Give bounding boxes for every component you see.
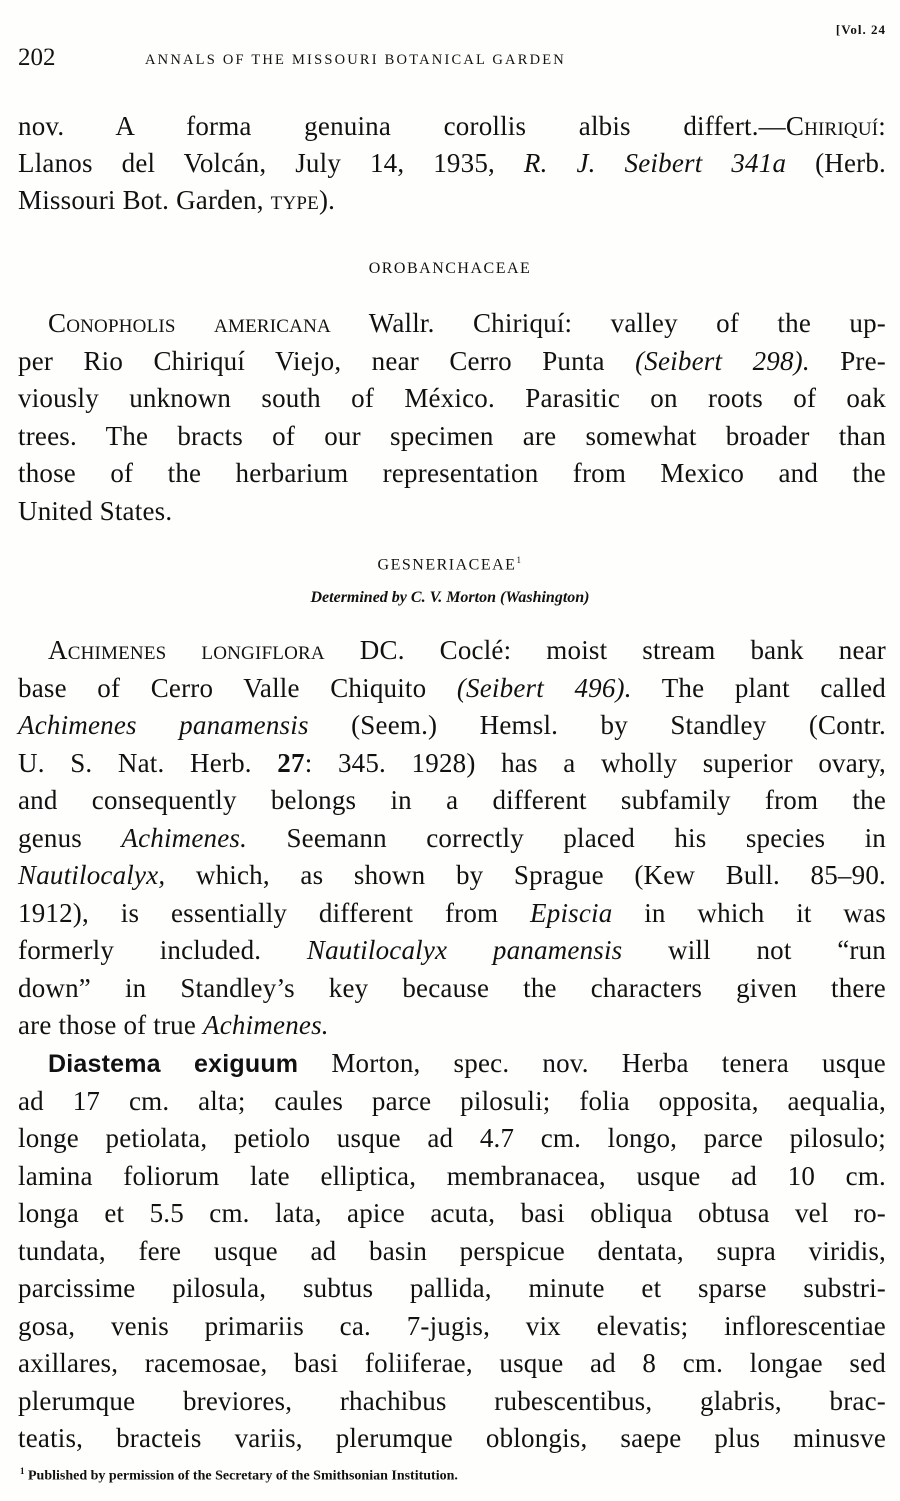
text-line: teatis, bracteis variis, plerumque oblongis, saepe plus minusve bbox=[18, 1423, 886, 1453]
text-line: per Rio Chiriquí Viejo, near Cerro Punta (Seibert 298). Pre- bbox=[18, 346, 886, 376]
footnote: $^1$ Published by permission of the Secretary of the Smithsonian Institution. bbox=[20, 1466, 458, 1484]
text-line: axillares, racemosae, basi foliiferae, usque ad 8 cm. longae sed bbox=[18, 1348, 886, 1378]
text-line: base of Cerro Valle Chiquito (Seibert 496). The plant called bbox=[18, 673, 886, 703]
text-line: Diastema exiguum Morton, spec. nov. Herba tenera usque bbox=[48, 1048, 886, 1078]
text-line: longe petiolata, petiolo usque ad 4.7 cm. longo, parce pilosulo; bbox=[18, 1123, 886, 1153]
species-name: Achimenes longiflora bbox=[48, 635, 325, 665]
text-line: viously unknown south of México. Parasitic on roots of oak bbox=[18, 383, 886, 413]
footnote-mark: 1 bbox=[20, 1466, 25, 1476]
text-line: 1912), is essentially different from Episcia in which it was bbox=[18, 898, 886, 928]
text-line: Achimenes longiflora DC. Coclé: moist stream bank near bbox=[48, 635, 886, 665]
text-line: trees. The bracts of our specimen are somewhat broader than bbox=[18, 421, 886, 451]
text-line: tundata, fere usque ad basin perspicue dentata, supra viridis, bbox=[18, 1236, 886, 1266]
volume-label: [Vol. 24 bbox=[835, 22, 886, 37]
text-line: Achimenes panamensis (Seem.) Hemsl. by Standley (Contr. bbox=[18, 710, 887, 740]
text-line: Nautilocalyx, which, as shown by Sprague (Kew Bull. 85–90. bbox=[18, 860, 886, 890]
family-heading-orobanchaceae: OROBANCHACEAE bbox=[368, 260, 532, 277]
text-line: and consequently belongs in a different subfamily from the bbox=[18, 785, 886, 815]
text-line: longa et 5.5 cm. lata, apice acuta, basi obliqua obtusa vel ro- bbox=[18, 1198, 886, 1228]
text-line: ad 17 cm. alta; caules parce pilosuli; folia opposita, aequalia, bbox=[18, 1086, 886, 1116]
text-line: are those of true Achimenes. bbox=[18, 1010, 329, 1040]
text-line: U. S. Nat. Herb. 27: 345. 1928) has a wholly superior ovary, bbox=[18, 748, 886, 778]
footnote-mark: 1 bbox=[516, 555, 523, 565]
species-name: Diastema exiguum bbox=[48, 1050, 299, 1078]
text-line: Llanos del Volcán, July 14, 1935, R. J. Seibert 341a (Herb. bbox=[18, 148, 886, 178]
running-header-title: ANNALS OF THE MISSOURI BOTANICAL GARDEN bbox=[145, 52, 566, 68]
species-name: Conopholis americana bbox=[48, 308, 331, 338]
text-line: lamina foliorum late elliptica, membranacea, usque ad 10 cm. bbox=[18, 1161, 886, 1191]
text-line: formerly included. Nautilocalyx panamensis will not “run bbox=[18, 935, 886, 965]
text-line: gosa, venis primariis ca. 7-jugis, vix elevatis; inflorescentiae bbox=[18, 1311, 886, 1341]
family-heading-gesneriaceae: GESNERIACEAE$^1$ bbox=[377, 555, 523, 574]
text-line: Conopholis americana Wallr. Chiriquí: valley of the up- bbox=[48, 308, 886, 338]
text-line: down” in Standley’s key because the characters given there bbox=[18, 973, 886, 1003]
text-line: Missouri Bot. Garden, type). bbox=[18, 185, 336, 215]
text-line: genus Achimenes. Seemann correctly placed his species in bbox=[18, 823, 886, 853]
text-line: United States. bbox=[18, 496, 173, 526]
text-line: parcissime pilosula, subtus pallida, minute et sparse substri- bbox=[18, 1273, 886, 1303]
text-line: plerumque breviores, rhachibus rubescentibus, glabris, brac- bbox=[18, 1386, 886, 1416]
text-line: nov. A forma genuina corollis albis differt.—Chiriquí: bbox=[18, 111, 886, 141]
page-number: 202 bbox=[18, 44, 56, 71]
determined-by-note: Determined by C. V. Morton (Washington) bbox=[310, 589, 590, 606]
text-line: those of the herbarium representation from Mexico and the bbox=[18, 458, 886, 488]
